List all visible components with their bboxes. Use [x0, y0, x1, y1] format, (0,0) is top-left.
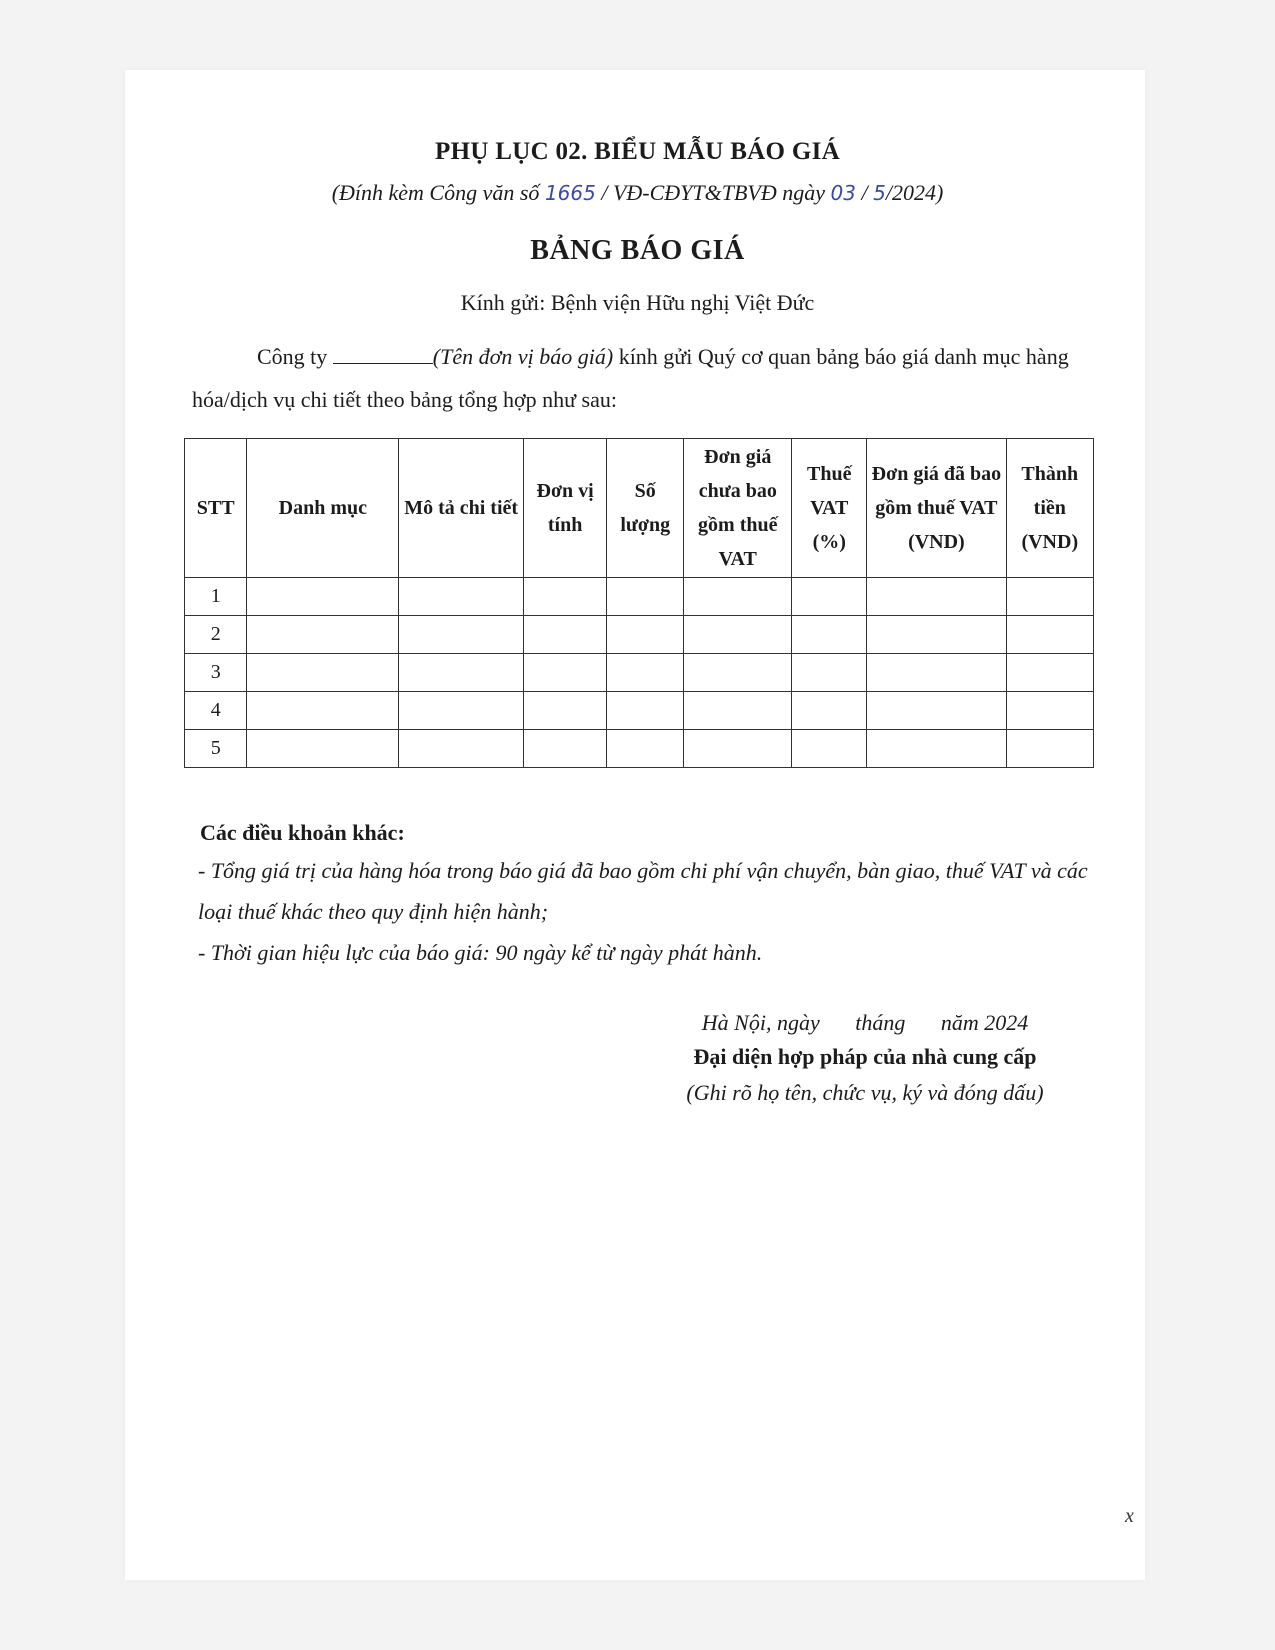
appendix-title: PHỤ LỤC 02. BIỂU MẪU BÁO GIÁ: [435, 138, 840, 165]
company-label: Công ty: [257, 344, 328, 369]
table-cell[interactable]: [607, 730, 684, 768]
quote-heading: BẢNG BÁO GIÁ: [530, 235, 745, 266]
table-cell[interactable]: [524, 654, 607, 692]
signature-date-line: [640, 1010, 1090, 1036]
company-blank-line: [333, 345, 433, 364]
table-cell[interactable]: [607, 654, 684, 692]
signatory-title: Đại diện hợp pháp của nhà cung cấp: [693, 1044, 1037, 1069]
attachment-reference: [0, 180, 1275, 206]
row-number: 2: [185, 616, 247, 654]
table-cell[interactable]: [684, 692, 792, 730]
table-cell[interactable]: [399, 578, 524, 616]
col-header: Thuế VAT (%): [792, 439, 867, 578]
year-label: năm 2024: [940, 1010, 1029, 1035]
col-header: Danh mục: [247, 439, 399, 578]
day-handwritten: 03: [830, 181, 856, 205]
table-cell[interactable]: [684, 654, 792, 692]
table-cell[interactable]: [684, 730, 792, 768]
table-cell[interactable]: [247, 730, 399, 768]
table-cell[interactable]: [792, 692, 867, 730]
table-cell[interactable]: [247, 578, 399, 616]
col-header: Số lượng: [607, 439, 684, 578]
table-cell[interactable]: [607, 578, 684, 616]
table-cell[interactable]: [867, 654, 1006, 692]
table-cell[interactable]: [247, 654, 399, 692]
table-header-row: [185, 439, 1094, 578]
table-cell[interactable]: [684, 578, 792, 616]
table-cell[interactable]: [399, 692, 524, 730]
doc-code: / VĐ-CĐYT&TBVĐ ngày: [601, 180, 826, 205]
table-cell[interactable]: [867, 730, 1006, 768]
row-number: 1: [185, 578, 247, 616]
table-cell[interactable]: [524, 730, 607, 768]
corner-mark: x: [1125, 1505, 1134, 1527]
table-cell[interactable]: [792, 578, 867, 616]
table-cell[interactable]: [1006, 692, 1093, 730]
table-cell[interactable]: [792, 616, 867, 654]
table-row: [185, 654, 1094, 692]
table-cell[interactable]: [247, 616, 399, 654]
date-sep: /: [861, 180, 868, 205]
place-date: Hà Nội, ngày: [701, 1010, 820, 1035]
col-header: Thành tiền (VND): [1006, 439, 1093, 578]
attach-prefix: (Đính kèm Công văn số: [331, 180, 540, 205]
doc-number-handwritten: 1665: [544, 181, 596, 205]
table-cell[interactable]: [867, 616, 1006, 654]
terms-heading: Các điều khoản khác:: [200, 820, 405, 845]
table-cell[interactable]: [1006, 616, 1093, 654]
col-header: STT: [185, 439, 247, 578]
quote-table: [184, 438, 1094, 768]
col-header: Đơn vị tính: [524, 439, 607, 578]
month-label: tháng: [855, 1010, 906, 1035]
table-cell[interactable]: [524, 616, 607, 654]
month-handwritten: 5: [873, 181, 886, 205]
table-cell[interactable]: [524, 578, 607, 616]
table-cell[interactable]: [524, 692, 607, 730]
table-cell[interactable]: [247, 692, 399, 730]
table-cell[interactable]: [607, 692, 684, 730]
table-cell[interactable]: [1006, 730, 1093, 768]
table-row: [185, 730, 1094, 768]
year-suffix: /2024): [885, 180, 944, 205]
term-item: - Thời gian hiệu lực của báo giá: 90 ngày kể từ ngày phát hành.: [198, 940, 763, 965]
table-cell[interactable]: [792, 730, 867, 768]
salutation: Kính gửi: Bệnh viện Hữu nghị Việt Đức: [460, 290, 815, 315]
table-cell[interactable]: [1006, 654, 1093, 692]
table-cell[interactable]: [399, 616, 524, 654]
table-cell[interactable]: [867, 578, 1006, 616]
terms-list: [198, 850, 1098, 973]
row-number: 3: [185, 654, 247, 692]
intro-text: kính gửi Quý cơ quan bảng báo giá danh mục hàng hóa/dịch vụ chi tiết theo bảng tổng hợp như sau:: [192, 344, 1069, 412]
col-header: Đơn giá chưa bao gồm thuế VAT: [684, 439, 792, 578]
row-number: 4: [185, 692, 247, 730]
table-cell[interactable]: [792, 654, 867, 692]
table-row: [185, 578, 1094, 616]
table-cell[interactable]: [399, 730, 524, 768]
table-cell[interactable]: [1006, 578, 1093, 616]
table-cell[interactable]: [399, 654, 524, 692]
intro-paragraph: [192, 335, 1092, 421]
company-placeholder: (Tên đơn vị báo giá): [432, 344, 614, 369]
col-header: Mô tả chi tiết: [399, 439, 524, 578]
table-cell[interactable]: [867, 692, 1006, 730]
table-cell[interactable]: [607, 616, 684, 654]
term-item: - Tổng giá trị của hàng hóa trong báo giá đã bao gồm chi phí vận chuyển, bàn giao, thuế VAT và các loại thuế khác theo quy định hiện hành;: [198, 858, 1088, 924]
table-row: [185, 616, 1094, 654]
signature-note: (Ghi rõ họ tên, chức vụ, ký và đóng dấu): [686, 1080, 1044, 1105]
table-cell[interactable]: [684, 616, 792, 654]
row-number: 5: [185, 730, 247, 768]
col-header: Đơn giá đã bao gồm thuế VAT (VND): [867, 439, 1006, 578]
table-row: [185, 692, 1094, 730]
